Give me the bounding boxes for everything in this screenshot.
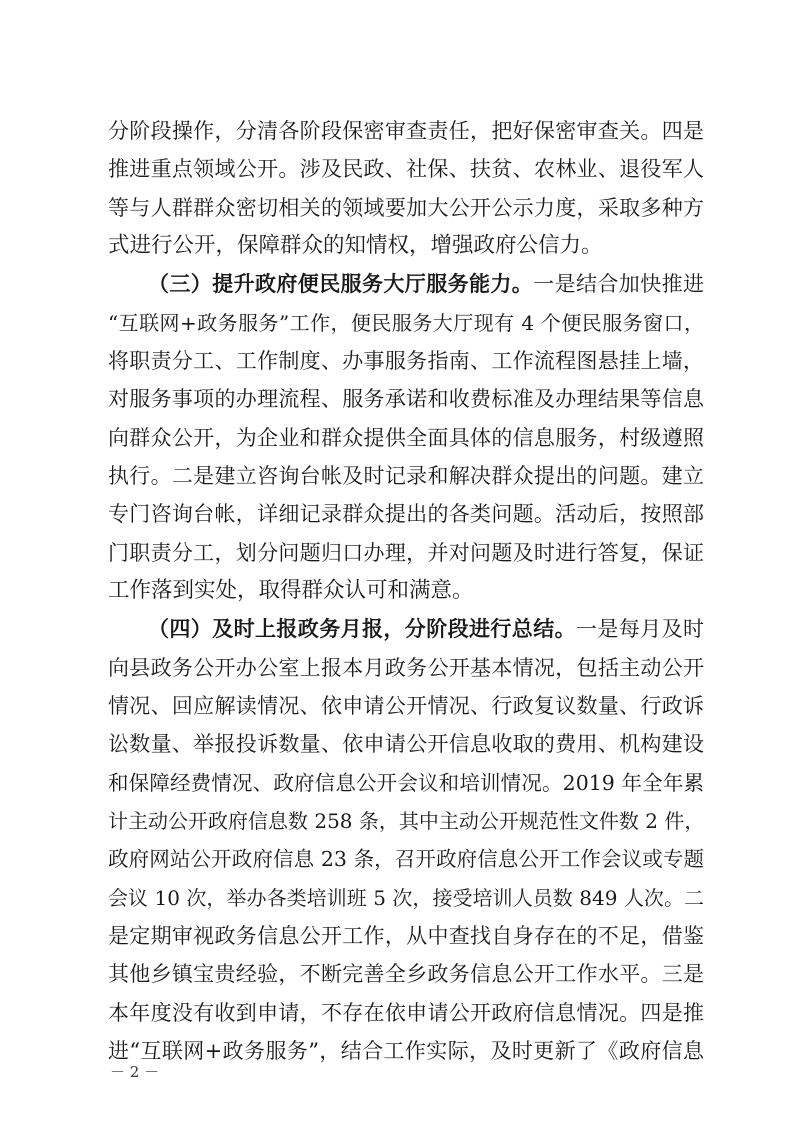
section-3-first-line bbox=[148, 269, 704, 299]
body-line: 会议 10 次，举办各类培训班 5 次，接受培训人员数 849 人次。二 bbox=[108, 886, 704, 910]
body-line: 专门咨询台帐，详细记录群众提出的各类问题。活动后，按照部 bbox=[108, 502, 704, 526]
body-line: 等与人群群众密切相关的领域要加大公开公示力度，采取多种方 bbox=[108, 196, 704, 220]
body-line: 分阶段操作，分清各阶段保密审查责任，把好保密审查关。四是 bbox=[108, 119, 704, 143]
section-3-heading: （三）提升政府便民服务大厅服务能力。 bbox=[148, 271, 534, 296]
section-3-first-line-rest: 一是结合加快推进 bbox=[533, 272, 705, 296]
body-line: 将职责分工、工作制度、办事服务指南、工作流程图悬挂上墙， bbox=[108, 349, 704, 373]
body-line: 式进行公开，保障群众的知情权，增强政府公信力。 bbox=[108, 233, 603, 258]
body-line: 工作落到实处，取得群众认可和满意。 bbox=[108, 578, 474, 603]
body-line: 对服务事项的办理流程、服务承诺和收费标准及办理结果等信息 bbox=[108, 387, 704, 411]
body-line: 计主动公开政府信息数 258 条，其中主动公开规范性文件数 2 件， bbox=[108, 809, 705, 833]
body-line: 其他乡镇宝贵经验，不断完善全乡政务信息公开工作水平。三是 bbox=[108, 962, 704, 986]
body-line: 讼数量、举报投诉数量、依申请公开信息收取的费用、机构建设 bbox=[108, 732, 704, 756]
body-line: 本年度没有收到申请，不存在依申请公开政府信息情况。四是推 bbox=[108, 1001, 704, 1025]
page-number: － 2 － bbox=[110, 1063, 160, 1081]
body-line: 推进重点领域公开。涉及民政、社保、扶贫、农林业、退役军人 bbox=[108, 157, 704, 181]
section-4-first-line bbox=[148, 614, 704, 644]
body-line: 执行。二是建立咨询台帐及时记录和解决群众提出的问题。建立 bbox=[108, 464, 704, 488]
body-line: 进“互联网+政务服务”，结合工作实际，及时更新了《政府信息 bbox=[108, 1039, 704, 1063]
body-line: 向县政务公开办公室上报本月政务公开基本情况，包括主动公开 bbox=[108, 656, 704, 680]
body-line: 情况、回应解读情况、依申请公开情况、行政复议数量、行政诉 bbox=[108, 694, 704, 718]
body-line: 门职责分工，划分问题归口办理，并对问题及时进行答复，保证 bbox=[108, 541, 704, 565]
body-line: 政府网站公开政府信息 23 条，召开政府信息公开工作会议或专题 bbox=[108, 847, 704, 871]
body-line: “互联网+政务服务”工作，便民服务大厅现有 4 个便民服务窗口， bbox=[108, 311, 704, 335]
section-4-first-line-rest: 一是每月及时 bbox=[576, 617, 704, 641]
section-4-heading: （四）及时上报政务月报，分阶段进行总结。 bbox=[148, 616, 576, 641]
body-line: 和保障经费情况、政府信息公开会议和培训情况。2019 年全年累 bbox=[108, 771, 704, 795]
body-line: 是定期审视政务信息公开工作，从中查找自身存在的不足，借鉴 bbox=[108, 924, 704, 948]
body-line: 向群众公开，为企业和群众提供全面具体的信息服务，村级遵照 bbox=[108, 426, 704, 450]
